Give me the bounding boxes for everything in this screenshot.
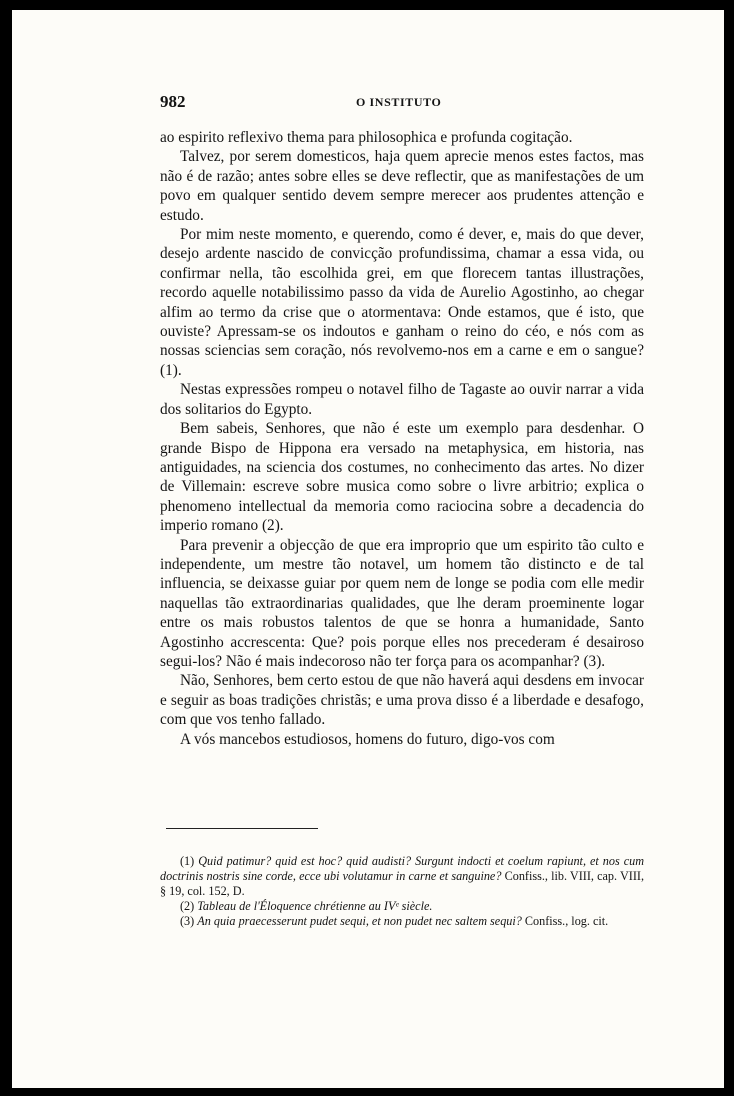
footnote-reference: Confiss., log. cit. [524, 914, 609, 928]
footnote-marker: (1) [180, 854, 195, 868]
footnote [160, 854, 644, 899]
running-title: O INSTITUTO [356, 95, 442, 109]
footnote [160, 899, 644, 914]
footnote-reference: Confiss., lib. VIII, cap. VIII, § 19, col. 152, D. [160, 869, 645, 898]
paragraph: Talvez, por serem domesticos, haja quem aprecie menos estes factos, mas não é de razão; antes sobre elles se deve reflectir, que as manifestações de um povo em qualquer sentido devem sempre merecer aos prudentes attenção e estudo. [160, 148, 644, 224]
footnote-quote: An quia praecesserunt pudet sequi, et non pudet nec saltem sequi? [197, 914, 522, 928]
page-number: 982 [160, 92, 186, 111]
footnote-quote: Tableau de l'Éloquence chrétienne au IVᵉ siècle. [197, 899, 433, 913]
footnote-quote: Quid patimur? quid est hoc? quid audisti? Surgunt indocti et coelum rapiunt, et nos cum doctrinis nostris sine corde, ecce ubi volutamur in carne et sanguine? [160, 854, 645, 883]
book-page [12, 10, 724, 1088]
paragraph: ao espirito reflexivo thema para philosophica e profunda cogitação. [160, 129, 573, 146]
body-text [160, 128, 644, 749]
paragraph: Nestas expressões rompeu o notavel filho de Tagaste ao ouvir narrar a vida dos solitarios do Egypto. [160, 381, 644, 418]
paragraph: A vós mancebos estudiosos, homens do futuro, digo-vos com [180, 730, 555, 748]
footnote-rule [166, 828, 318, 829]
paragraph: Não, Senhores, bem certo estou de que não haverá aqui desdens em invocar e seguir as boas tradições christãs; e uma prova disso é a liberdade e desafogo, com que vos tenho fallado. [160, 672, 644, 729]
footnote-marker: (3) [180, 914, 195, 928]
footnote [160, 914, 644, 929]
footnotes [160, 854, 644, 929]
footnote-marker: (2) [180, 899, 195, 913]
paragraph: Por mim neste momento, e querendo, como é dever, e, mais do que dever, desejo ardente nascido de convicção profundissima, chamar a essa vida, ou confirmar nella, tão escolhida grei, em que florecem tantas illustrações, recordo aquelle notabilissimo passo da vida de Aurelio Agostinho, ao chegar alfim ao termo da crise que o atormentava: Onde estamos, que é isto, que ouviste? Apressam-se os indoutos e ganham o reino do céo, e nós com as nossas sciencias sem coração, nós revolvemo-nos em a carne e em o sangue? (1). [160, 226, 644, 379]
paragraph: Bem sabeis, Senhores, que não é este um exemplo para desdenhar. O grande Bispo de Hippona era versado na metaphysica, em historia, nas antiguidades, na sciencia dos costumes, no conhecimento das artes. No dizer de Villemain: escreve sobre musica como sobre o livre arbitrio; explica o phenomeno intellectual da memoria como raciocina sobre a decadencia do imperio romano (2). [160, 420, 644, 535]
page-header [160, 92, 644, 112]
paragraph: Para prevenir a objecção de que era improprio que um espirito tão culto e independente, um mestre tão notavel, um homem tão distincto e de tal influencia, se deixasse guiar por quem nem de longe se podia com elle medir naquellas tão extraordinarias qualidades, que lhe deram proeminente logar entre os mais robustos talentos de que se honra a humanidade, Santo Agostinho accrescenta: Que? pois porque elles nos precederam é desairoso segui-los? Não é mais indecoroso não ter força para os acompanhar? (3). [160, 536, 644, 670]
